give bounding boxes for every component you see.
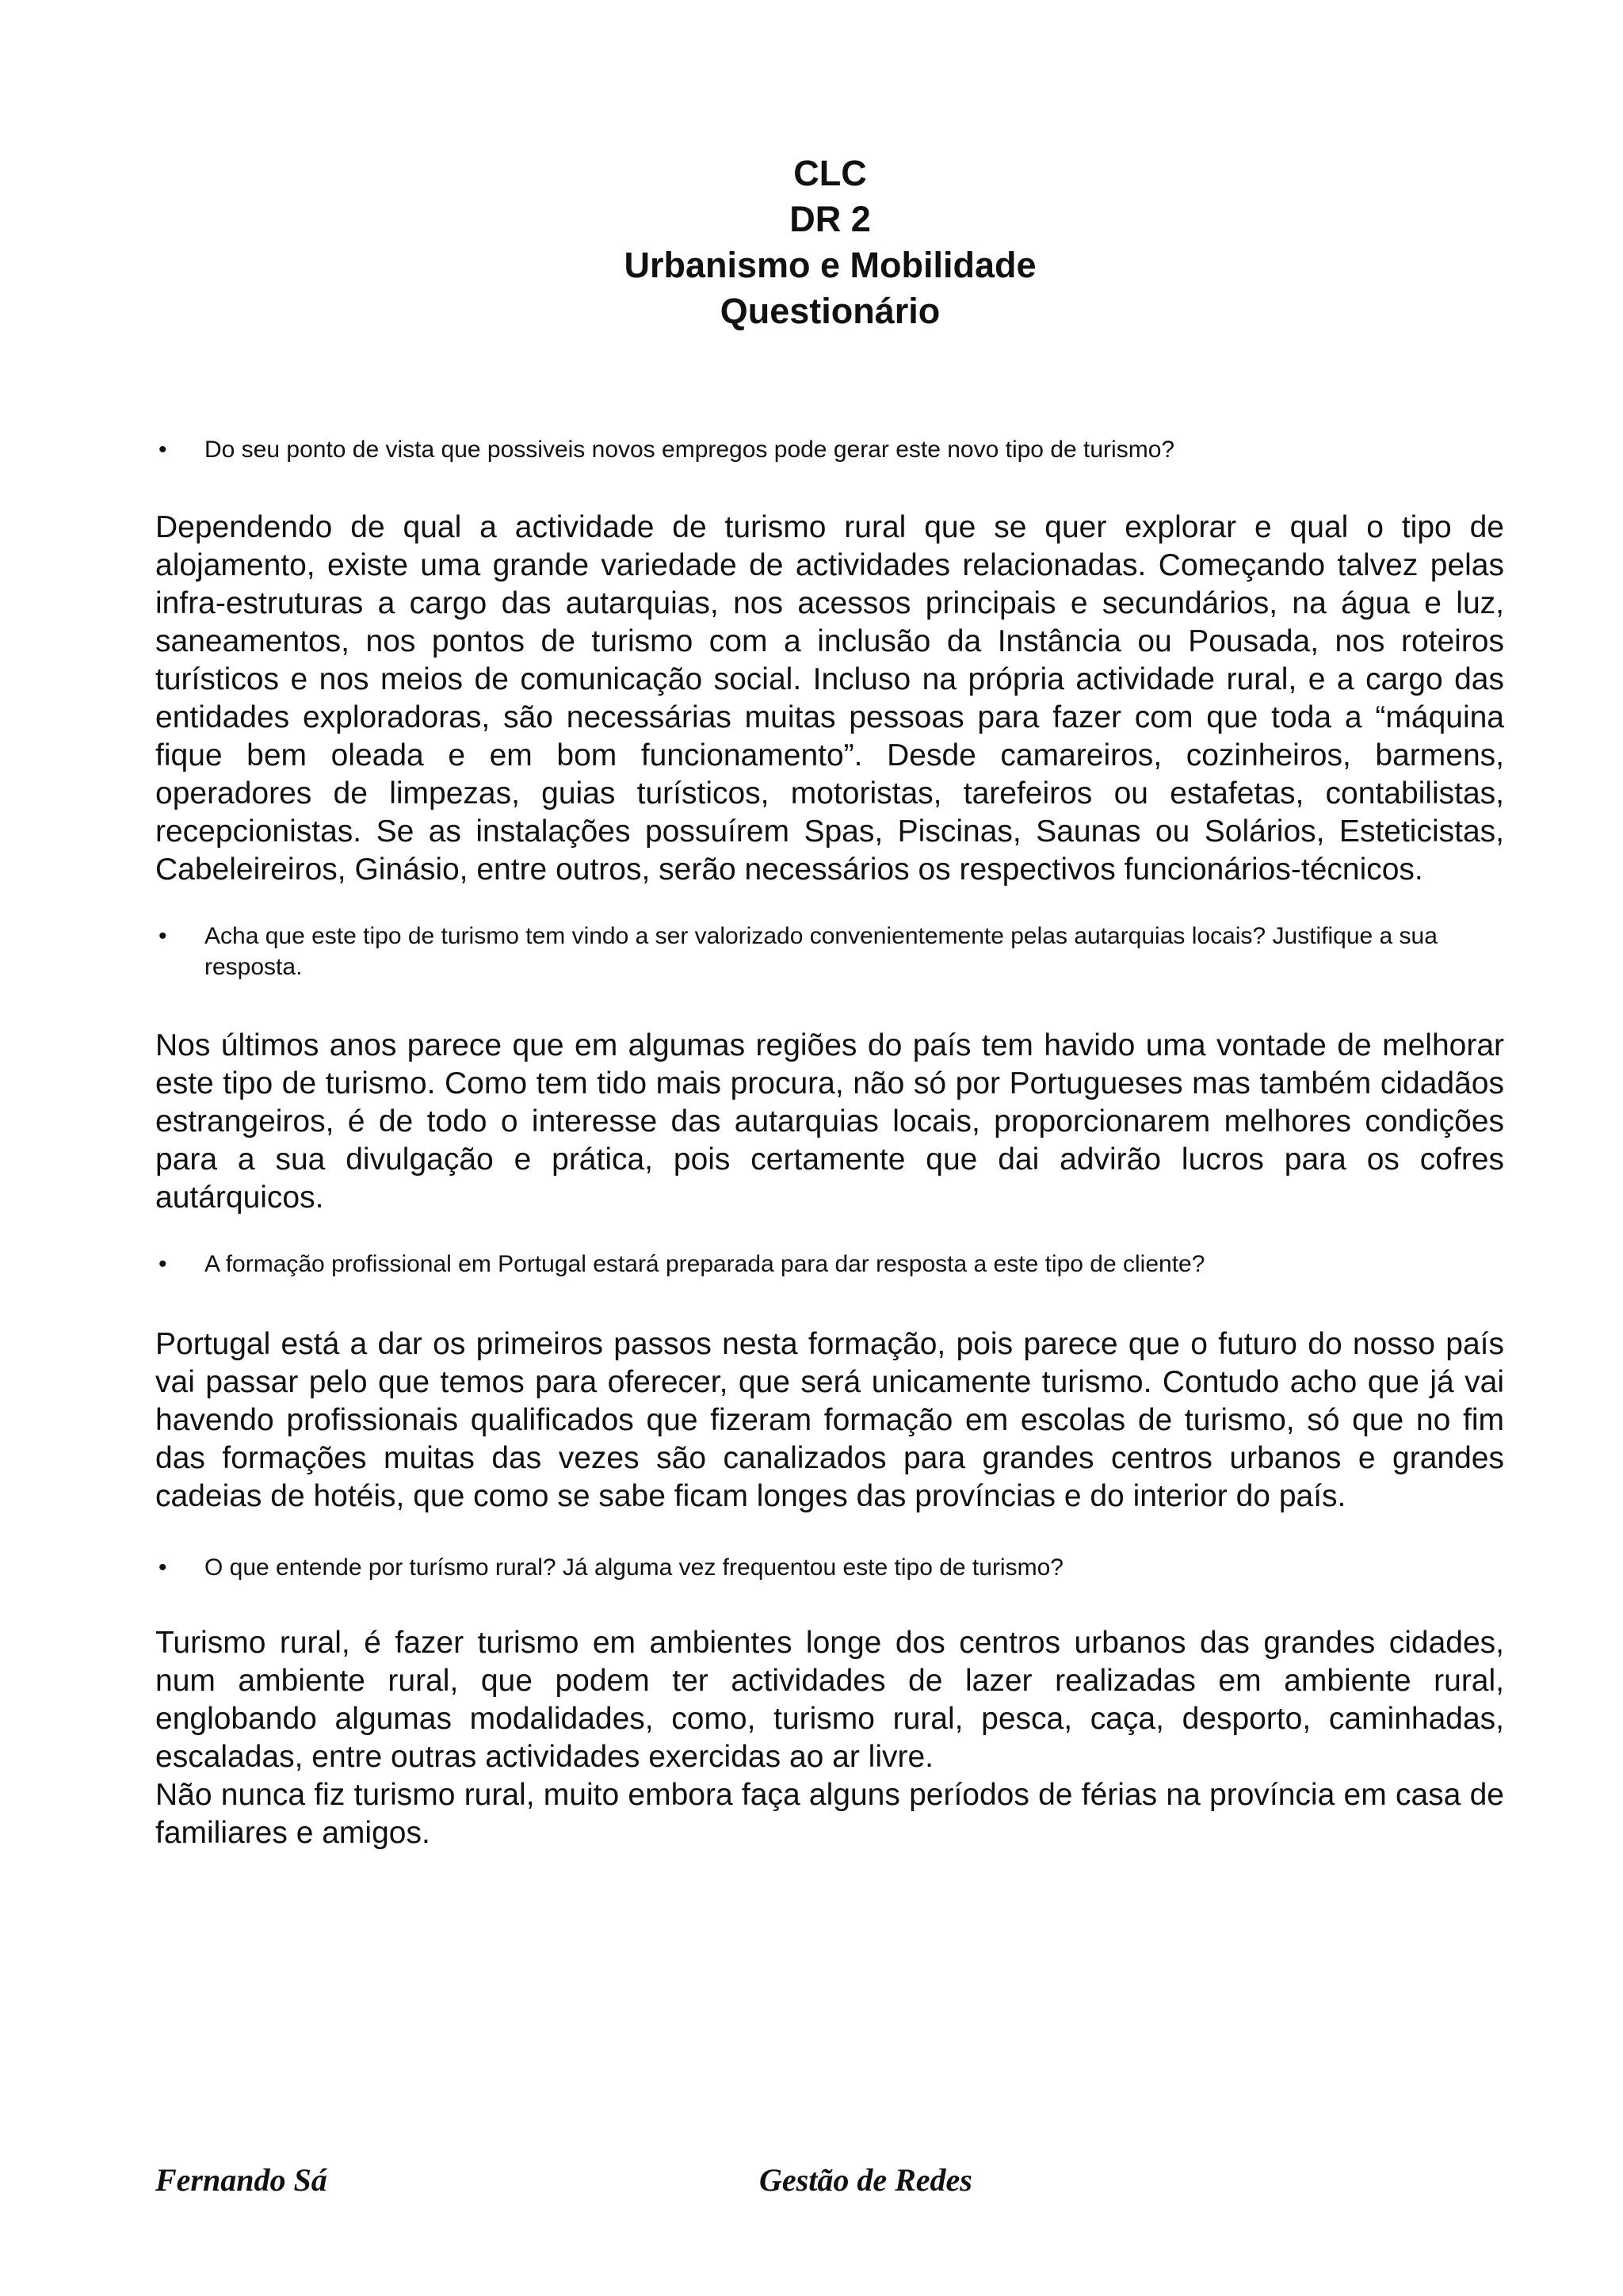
bullet-icon: • — [158, 437, 167, 463]
question-text: Do seu ponto de vista que possiveis novos empregos pode gerar este novo tipo de turismo? — [204, 437, 1175, 463]
answer-4 — [155, 1624, 1504, 1852]
question-text: A formação profissional em Portugal estará preparada para dar resposta a este tipo de cliente? — [204, 1251, 1205, 1277]
footer-course: Gestão de Redes — [759, 2162, 972, 2198]
answer-paragraph: Portugal está a dar os primeiros passos nesta formação, pois parece que o futuro do nosso país vai passar pelo que temos para oferecer, que será unicamente turismo. Contudo acho que já vai havendo profissionais qualificados que fizeram formação em escolas de turismo, só que no fim das formações muitas das vezes são canalizados para grandes centros urbanos e grandes cadeias de hotéis, que como se sabe ficam longes das províncias e do interior do país. — [155, 1327, 1504, 1513]
question-text: Acha que este tipo de turismo tem vindo a ser valorizado convenientemente pelas autarquias locais? Justifique a sua resposta. — [204, 923, 1438, 980]
bullet-icon: • — [158, 1251, 167, 1277]
document-title — [0, 151, 1623, 334]
answer-paragraph: Não nunca fiz turismo rural, muito embora faça alguns períodos de férias na província em casa de familiares e amigos. — [155, 1778, 1504, 1850]
bullet-icon: • — [158, 923, 167, 949]
title-line-clc: CLC — [793, 153, 867, 193]
footer-author: Fernando Sá — [155, 2162, 327, 2198]
answer-paragraph: Turismo rural, é fazer turismo em ambientes longe dos centros urbanos das grandes cidades, num ambiente rural, que podem ter actividades de lazer realizadas em ambiente rural, englobando algumas modalidades, como, turismo rural, pesca, caça, desporto, caminhadas, escaladas, entre outras actividades exercidas ao ar livre. — [155, 1626, 1504, 1774]
question-1 — [155, 434, 1504, 465]
question-2 — [155, 921, 1504, 982]
answer-2 — [155, 1027, 1504, 1217]
question-text: O que entende por turísmo rural? Já alguma vez frequentou este tipo de turismo? — [204, 1554, 1064, 1581]
question-3 — [155, 1249, 1504, 1280]
bullet-icon: • — [158, 1554, 167, 1581]
question-4 — [155, 1552, 1504, 1583]
title-line-type: Questionário — [720, 291, 941, 331]
questionnaire-body — [155, 434, 1504, 1852]
title-line-subject: Urbanismo e Mobilidade — [624, 245, 1037, 285]
answer-paragraph: Nos últimos anos parece que em algumas regiões do país tem havido uma vontade de melhorar este tipo de turismo. Como tem tido mais procura, não só por Portugueses mas também cidadãos estrangeiros, é de todo o interesse das autarquias locais, proporcionarem melhores condições para a sua divulgação e prática, pois certamente que dai advirão lucros para os cofres autárquicos. — [155, 1028, 1504, 1215]
title-line-dr: DR 2 — [789, 199, 871, 239]
answer-3 — [155, 1325, 1504, 1516]
answer-1 — [155, 509, 1504, 889]
answer-paragraph: Dependendo de qual a actividade de turismo rural que se quer explorar e qual o tipo de alojamento, existe uma grande variedade de actividades relacionadas. Começando talvez pelas infra-estruturas a cargo das autarquias, nos acessos principais e secundários, na água e luz, saneamentos, nos pontos de turismo com a inclusão da Instância ou Pousada, nos roteiros turísticos e nos meios de comunicação social. Incluso na própria actividade rural, e a cargo das entidades exploradoras, são necessárias muitas pessoas para fazer com que toda a “máquina fique bem oleada e em bom funcionamento”. Desde camareiros, cozinheiros, barmens, operadores de limpezas, guias turísticos, motoristas, tarefeiros ou estafetas, contabilistas, recepcionistas. Se as instalações possuírem Spas, Piscinas, Saunas ou Solários, Esteticistas, Cabeleireiros, Ginásio, entre outros, serão necessários os respectivos funcionários-técnicos. — [155, 510, 1504, 887]
